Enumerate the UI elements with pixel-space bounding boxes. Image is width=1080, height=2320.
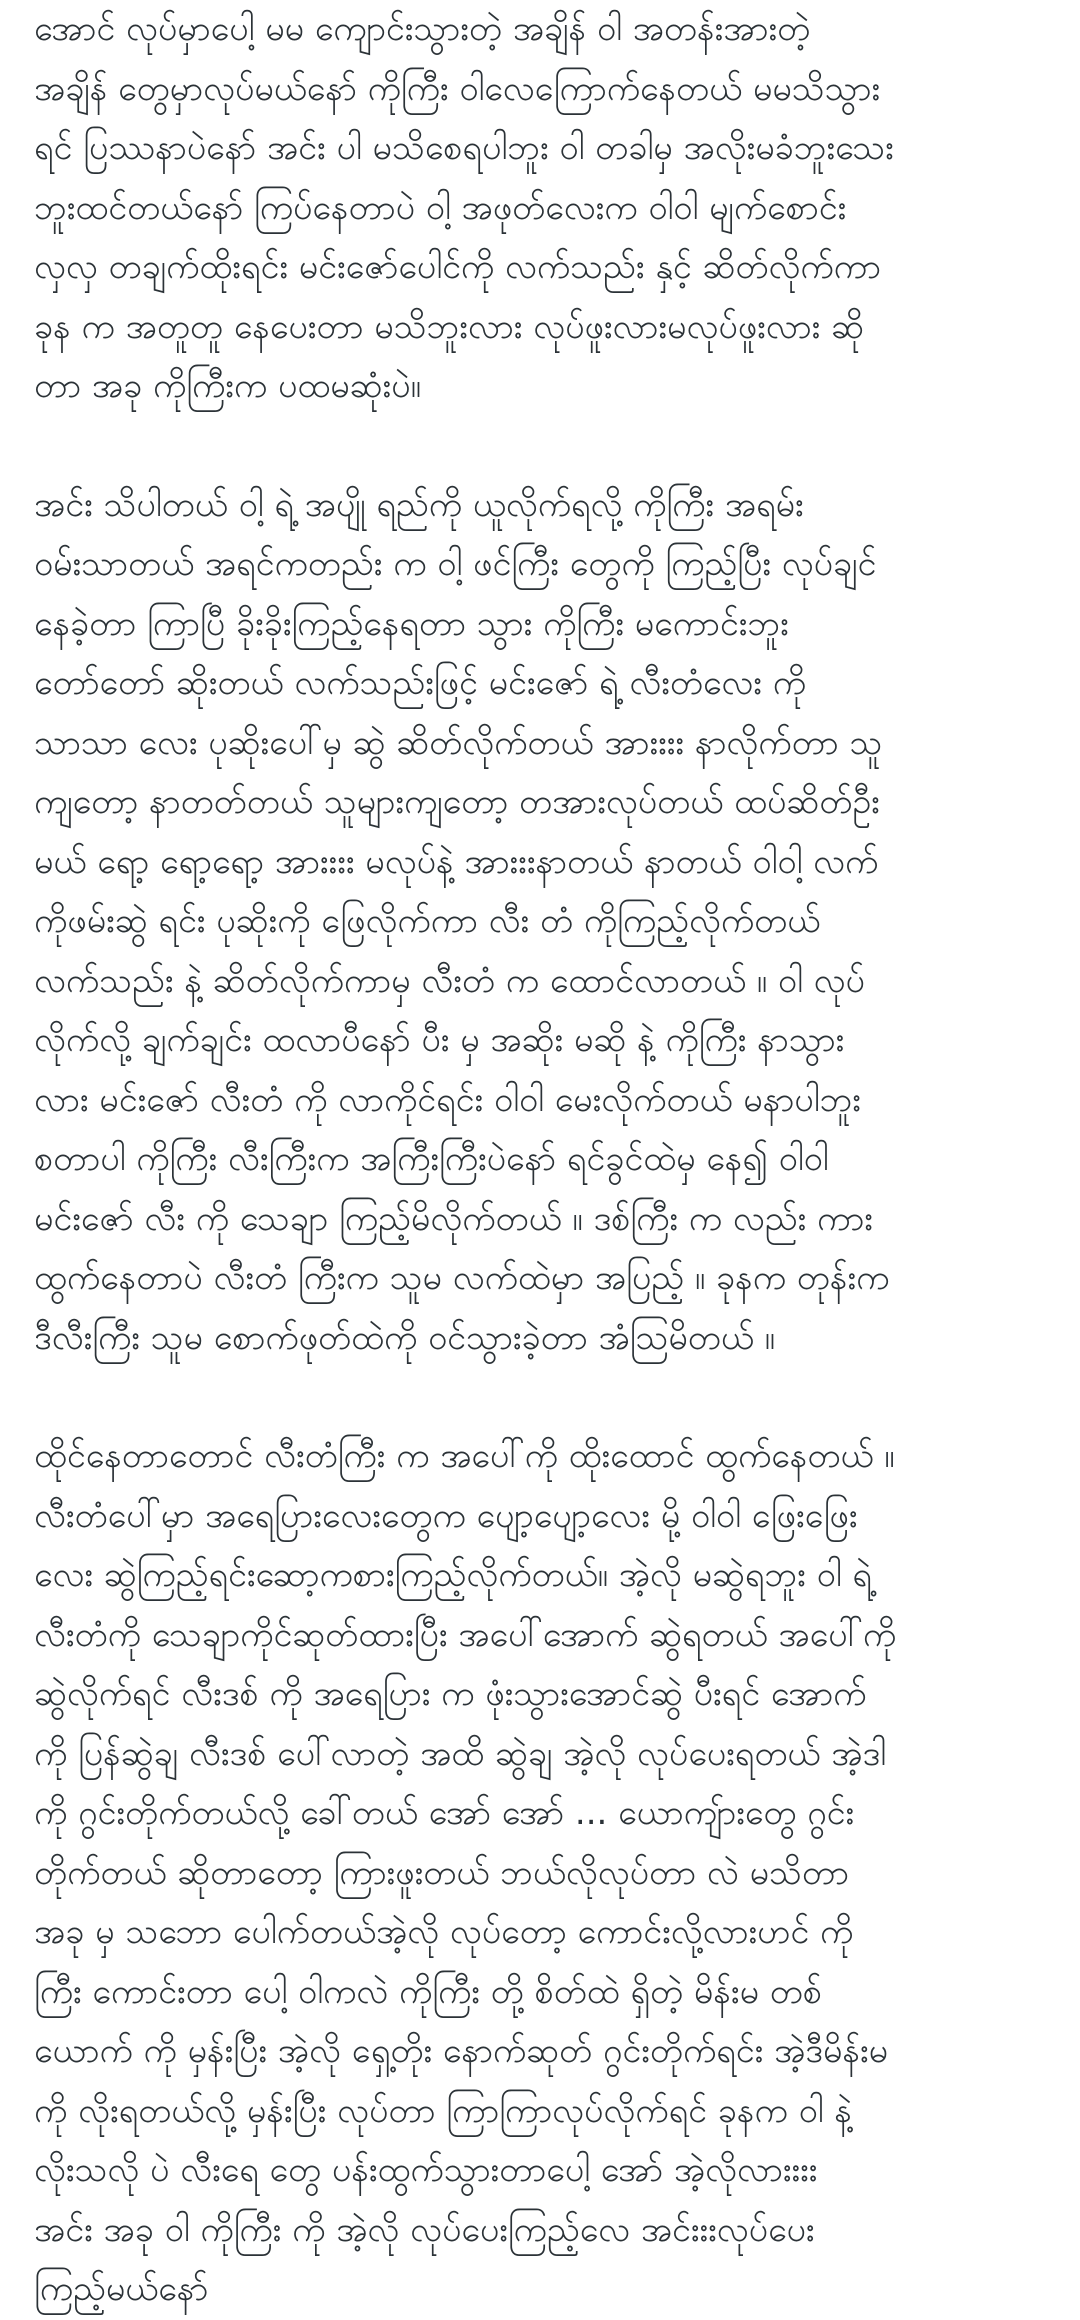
text-line: တော်တော် ဆိုးတယ် လက်သည်းဖြင့် မင်းဇော် ရဲ့ လီးတံလေး ကို <box>34 663 807 703</box>
text-line: နေခဲ့တာ ကြာပြီ ခိုးခိုးကြည့်နေရတာ သွား ကိုကြီး မကောင်းဘူး <box>34 603 789 644</box>
text-line: သာသာ လေး ပုဆိုးပေါ်မှ ဆွဲ ဆိတ်လိုက်တယ် အားးးး နာလိုက်တာ သူ <box>34 722 883 763</box>
text-line: စတာပါ ကိုကြီး လီးကြီးက အကြီးကြီးပဲနော် ရင်ခွင်ထဲမှ နေ၍ ဝါဝါ <box>34 1139 829 1179</box>
text-line: လေး ဆွဲကြည့်ရင်းဆော့ကစားကြည့်လိုက်တယ်။ အဲ့လို မဆွဲရဘူး ဝါ ရဲ့ <box>34 1555 872 1595</box>
text-line: ကျတော့ နာတတ်တယ် သူများကျတော့ တအားလုပ်တယ် ထပ်ဆိတ်ဦး <box>34 782 880 822</box>
text-line: လက်သည်း နဲ့ ဆိတ်လိုက်ကာမှ လီးတံ က ထောင်လာတယ် ။ ဝါ လုပ် <box>34 960 865 1001</box>
text-line: လီးတံပေါ်မှာ အရေပြားလေးတွေက ပျော့ပျော့လေး မို့ ဝါဝါ ဖြေးဖြေး <box>34 1495 858 1536</box>
paragraph-1 <box>34 0 1046 417</box>
text-line: အင်း သိပါတယ် ဝါ့ ရဲ့ အပျို ရည်ကို ယူလိုက်ရလို့ ကိုကြီး အရမ်း <box>34 484 804 525</box>
text-line: တာ အခု ကိုကြီးက ပထမဆုံးပဲ။ <box>34 366 421 406</box>
text-line: ကို ပြန်ဆွဲချ လီးဒစ် ပေါ်လာတဲ့ အထိ ဆွဲချ အဲ့လို လုပ်ပေးရတယ် အဲ့ဒါ <box>34 1733 887 1774</box>
text-line: ကို ဂွင်းတိုက်တယ်လို့ ခေါ်တယ် အော် အော် ... ယောကျ်ားတွေ ဂွင်း <box>34 1793 855 1833</box>
text-line: အချိန် တွေမှာလုပ်မယ်နော် ကိုကြီး ဝါလေကြောက်နေတယ် မမသိသွား <box>34 68 881 109</box>
text-line: ဝမ်းသာတယ် အရင်ကတည်း က ဝါ့ ဖင်ကြီး တွေကို ကြည့်ပြီး လုပ်ချင် <box>34 544 877 584</box>
text-line: ကိုဖမ်းဆွဲ ရင်း ပုဆိုးကို ဖြေလိုက်ကာ လီး တံ ကိုကြည့်လိုက်တယ် <box>34 901 821 941</box>
text-line: ယောက် ကို မှန်းပြီး အဲ့လို ရှေ့တိုး နောက်ဆုတ် ဂွင်းတိုက်ရင်း အဲ့ဒီမိန်းမ <box>34 2031 889 2071</box>
text-line: ခုန က အတူတူ နေပေးတာ မသိဘူးလား လုပ်ဖူးလားမလုပ်ဖူးလား ဆို <box>34 306 864 347</box>
text-line: ဆွဲလိုက်ရင် လီးဒစ် ကို အရေပြား က ဖုံးသွားအောင်ဆွဲ ပီးရင် အောက် <box>34 1674 867 1714</box>
text-line: အောင် လုပ်မှာပေါ့ မမ ကျောင်းသွားတဲ့ အချိန် ဝါ အတန်းအားတဲ့ <box>34 9 811 49</box>
text-line: လိုက်လို့ ချက်ချင်း ထလာပီနော် ပီး မှ အဆိုး မဆို နဲ့ ကိုကြီး နာသွား <box>34 1020 845 1060</box>
text-line: လှလှ တချက်ထိုးရင်း မင်းဇော်ပေါင်ကို လက်သည်း နှင့် ဆိတ်လိုက်ကာ <box>34 247 881 287</box>
text-line: ဒီလီးကြီး သူမ စောက်ဖုတ်ထဲကို ဝင်သွားခဲ့တာ အံဩမိတယ် ။ <box>34 1317 775 1358</box>
text-line: လိုးသလို ပဲ လီးရေ တွေ ပန်းထွက်သွားတာပေါ့ အော် အဲ့လိုလားးးး <box>34 2150 818 2190</box>
text-line: မယ် ရော့ ရော့ရော့ အားးးး မလုပ်နဲ့ အားးးနာတယ် နာတယ် ဝါဝါ့ လက် <box>34 841 879 882</box>
paragraph-2 <box>34 476 1046 1369</box>
text-line: ကြည့်မယ်နော် <box>34 2269 209 2309</box>
text-line: လား မင်းဇော် လီးတံ ကို လာကိုင်ရင်း ဝါဝါ မေးလိုက်တယ် မနာပါဘူး <box>34 1079 861 1120</box>
text-line: ကြီး ကောင်းတာ ပေါ့ ဝါကလဲ ကိုကြီး တို့ စိတ်ထဲ ရှိတဲ့ မိန်းမ တစ် <box>34 1971 823 2012</box>
text-line: မင်းဇော် လီး ကို သေချာ ကြည့်မိလိုက်တယ် ။ ဒစ်ကြီး က လည်း ကား <box>34 1198 873 1239</box>
text-line: အခု မှ သဘော ပေါက်တယ်အဲ့လို လုပ်တော့ ကောင်းလို့လားဟင် ကို <box>34 1912 854 1952</box>
text-line: ရင် ပြဿနာပဲနော် အင်း ပါ မသိစေရပါဘူး ဝါ တခါမှ အလိုးမခံဘူးသေး <box>34 128 894 168</box>
text-line: တိုက်တယ် ဆိုတာတော့ ကြားဖူးတယ် ဘယ်လိုလုပ်တာ လဲ မသိတာ <box>34 1852 849 1893</box>
text-line: အင်း အခု ဝါ ကိုကြီး ကို အဲ့လို လုပ်ပေးကြည့်လေ အင်းးးလုပ်ပေး <box>34 2209 815 2250</box>
text-line: ကို လိုးရတယ်လို့ မှန်းပြီး လုပ်တာ ကြာကြာလုပ်လိုက်ရင် ခုနက ဝါ နဲ့ <box>34 2090 852 2131</box>
text-line: ထွက်နေတာပဲ လီးတံ ကြီးက သူမ လက်ထဲမှာ အပြည့် ။ ခုနက တုန်းက <box>34 1258 890 1298</box>
paragraph-3 <box>34 1427 1046 2320</box>
text-line: ဘူးထင်တယ်နော် ကြပ်နေတာပဲ ဝါ့ အဖုတ်လေးက ဝါဝါ မျက်စောင်း <box>34 187 847 228</box>
text-line: ထိုင်နေတာတောင် လီးတံကြီး က အပေါ်ကို ထိုးထောင် ထွက်နေတယ် ။ <box>34 1436 895 1476</box>
text-line: လီးတံကို သေချာကိုင်ဆုတ်ထားပြီး အပေါ်အောက် ဆွဲရတယ် အပေါ်ကို <box>34 1614 897 1655</box>
